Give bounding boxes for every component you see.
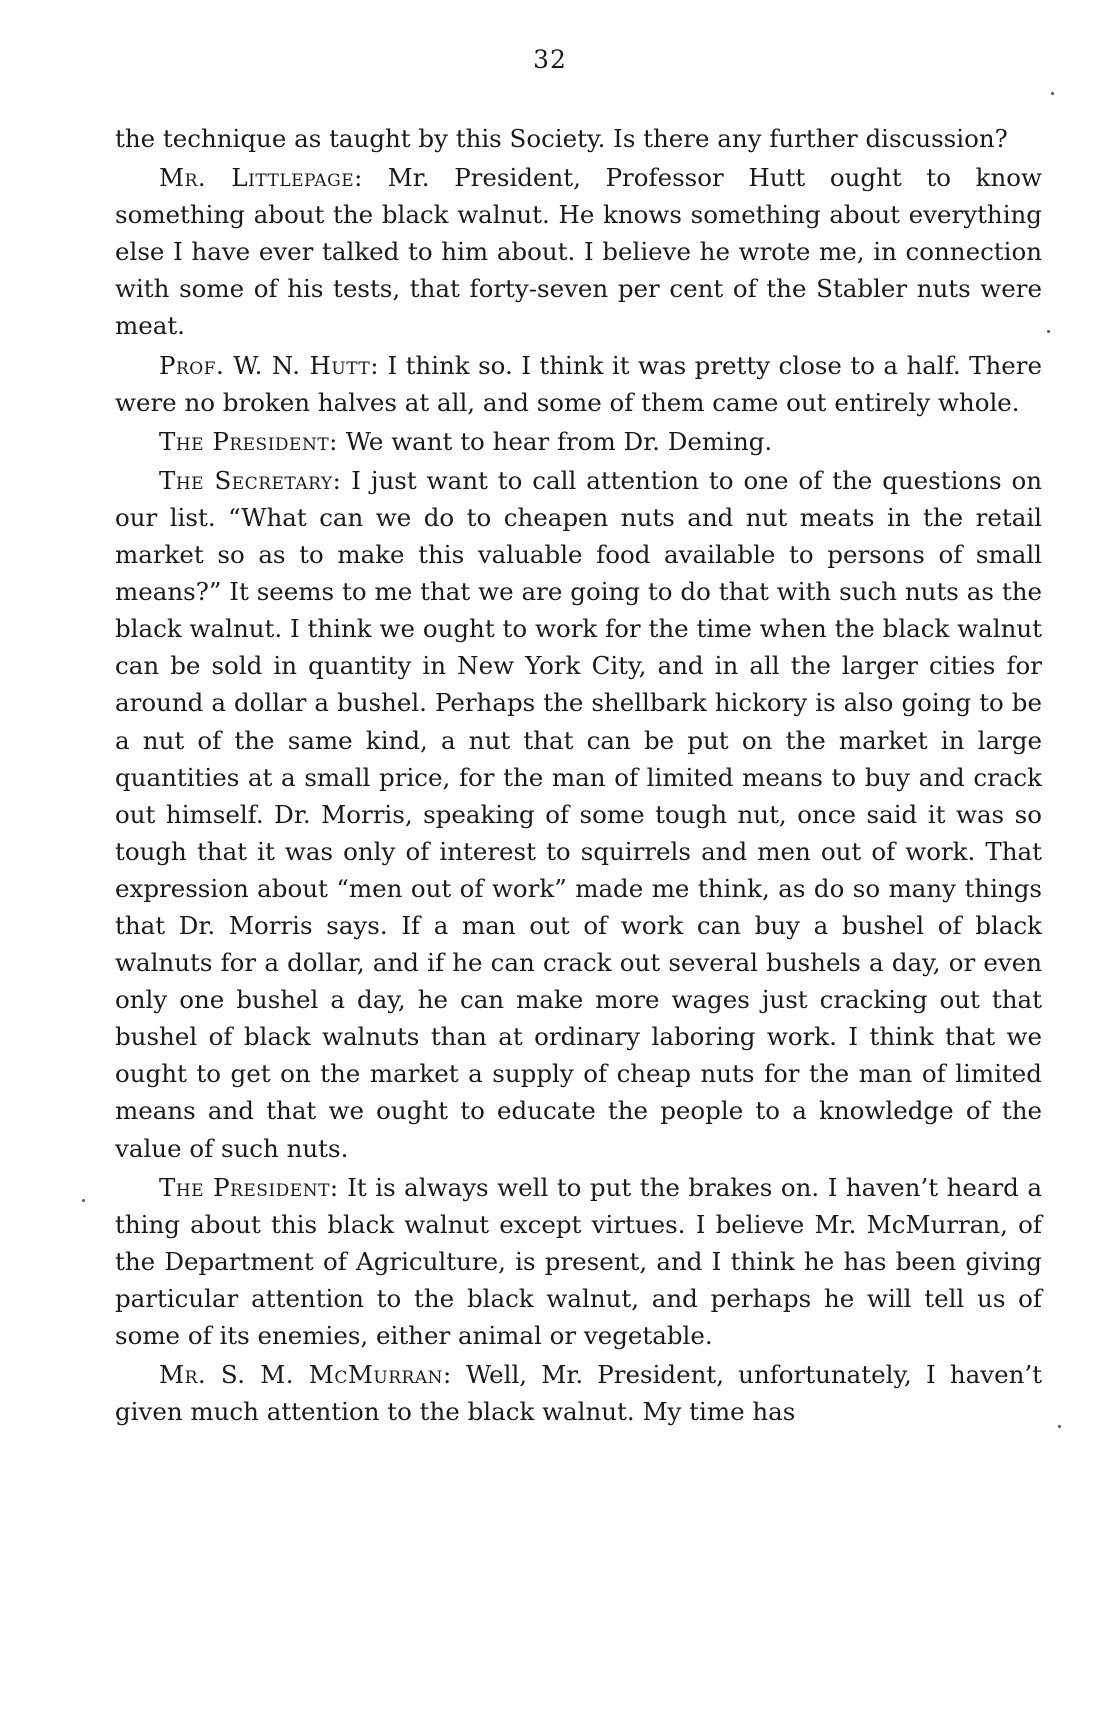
scan-speck: [1058, 1425, 1061, 1428]
paragraph-text: Mr. President, Professor Hutt ought to know something about the black walnut. He knows something about everything else I have ever talked to him about. I believe he wrote me, in connection with some of his tests, that forty-seven per cent of the Stabler nuts were meat.: [115, 163, 1043, 341]
paragraph-text: the technique as taught by this Society. Is there any further discussion?: [115, 124, 1008, 153]
speaker-name: The President:: [159, 1172, 339, 1202]
speaker-name: The President:: [159, 426, 338, 456]
paragraph-text: Well, Mr. President, unfortunately, I haven’t given much attention to the black walnut. My time has: [115, 1360, 1042, 1427]
paragraph-text: I think so. I think it was pretty close to a half. There were no broken halves at all, and some of them came out entirely whole.: [115, 350, 1042, 417]
page-body: [115, 120, 1042, 1432]
scan-speck: [1047, 330, 1050, 333]
scan-speck: [82, 1199, 85, 1202]
speaker-name: Mr. Littlepage:: [159, 163, 363, 193]
paragraph-president-2: [115, 1169, 1042, 1354]
scan-speck: [1051, 92, 1054, 95]
paragraph-text: I just want to call attention to one of the questions on our list. “What can we do to cheapen nuts and nut meats in the retail market so as to make this valuable food available to persons of small means?” It seems to me that we are going to do that with such nuts as the black walnut. I think we ought to work for the time when the black walnut can be sold in quantity in New York City, and in all the larger cities for around a dollar a bushel. Perhaps the shellbark hickory is also going to be a nut of the same kind, a nut that can be put on the market in large quantities at a small price, for the man of limited means to buy and crack out himself. Dr. Morris, speaking of some tough nut, once said it was so tough that it was only of interest to squirrels and men out of work. That expression about “men out of work” made me think, as do so many things that Dr. Morris says. If a man out of work can buy a bushel of black walnuts for a dollar, and if he can crack out several bushels a day, or even only one bushel a day, he can make more wages just cracking out that bushel of black walnuts than at ordinary laboring work. I think that we ought to get on the market a supply of cheap nuts for the man of limited means and that we ought to educate the people to a knowledge of the value of such nuts.: [115, 465, 1042, 1163]
speaker-name: Prof. W. N. Hutt:: [159, 350, 379, 380]
speaker-name: The Secretary:: [159, 465, 342, 495]
page-number: 32: [533, 45, 567, 74]
paragraph-text: We want to hear from Dr. Deming.: [345, 426, 773, 456]
paragraph-secretary: [115, 462, 1042, 1167]
paragraph-text: It is always well to put the brakes on. I haven’t heard a thing about this black walnut except virtues. I believe Mr. McMurran, of the Department of Agriculture, is present, and I think he has been giving particular attention to the black walnut, and perhaps he will tell us of some of its enemies, either animal or vegetable.: [115, 1172, 1042, 1350]
paragraph-littlepage: [115, 159, 1042, 344]
paragraph-mcmurran: [115, 1356, 1042, 1430]
speaker-name: Mr. S. M. McMurran:: [159, 1360, 452, 1390]
paragraph-president-1: [115, 423, 1042, 460]
paragraph-continuation: [115, 120, 1042, 157]
paragraph-hutt: [115, 347, 1042, 421]
